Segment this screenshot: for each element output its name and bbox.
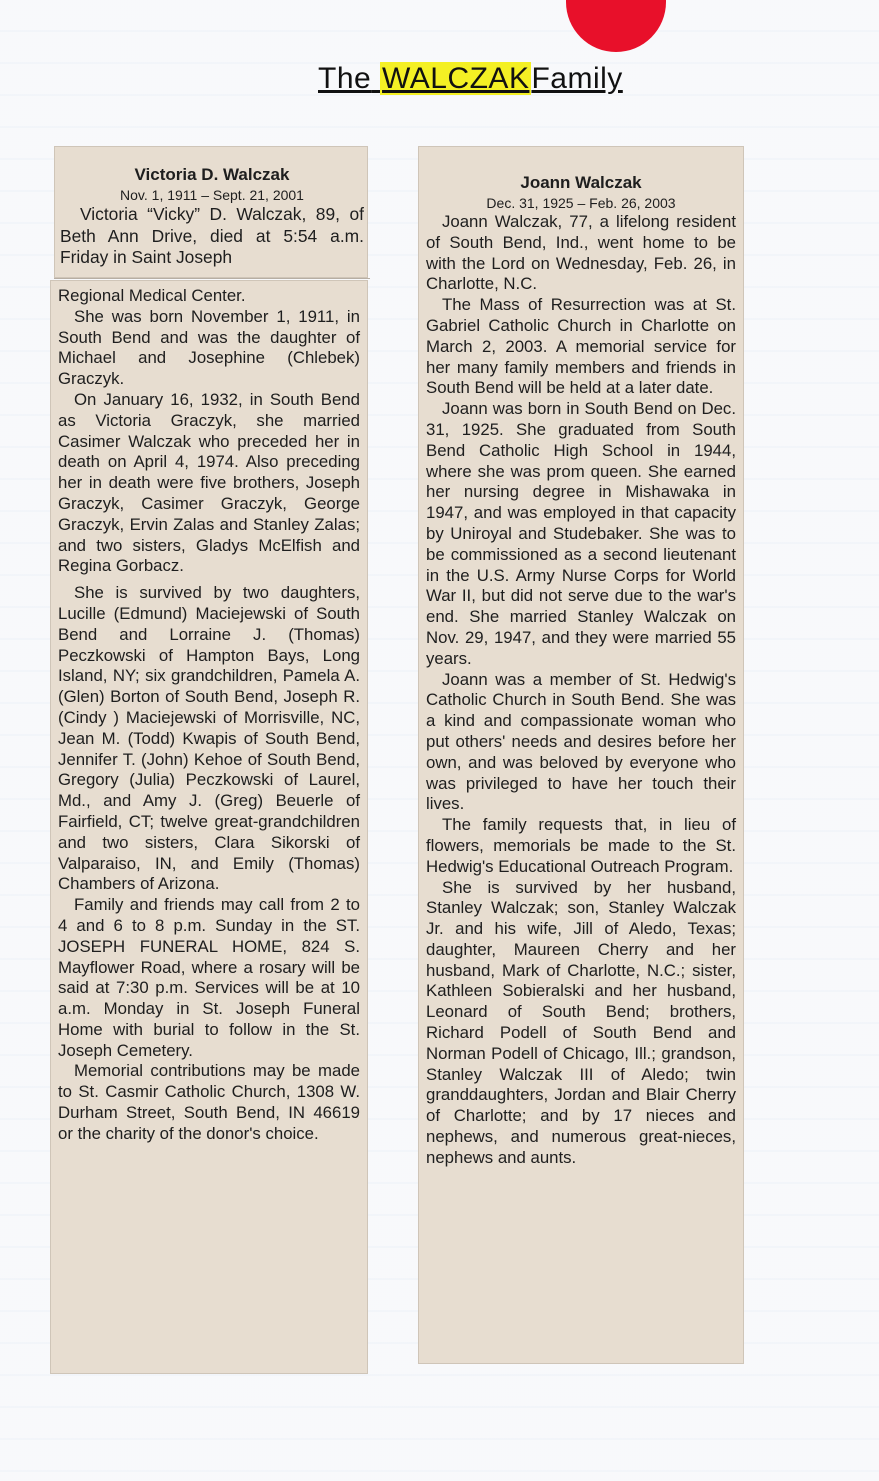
joann-para-3: Joann was born in South Bend on Dec. 31, 1925. She graduated from South Bend Catholic High School in 1944, where she was prom queen. She earned her nursing degree in Mishawaka in 1947, and was employed in that capacity by Uniroyal and Studebaker. She was to be commissioned as a second lieutenant in the U.S. Army Nurse Corps for World War II, but did not serve due to the war's end. She married Stanley Walczak on Nov. 29, 1947, and they were married 55 years. bbox=[426, 399, 736, 668]
title-prefix: The bbox=[318, 62, 372, 95]
victoria-para-6: Memorial contributions may be made to St. Casmir Catholic Church, 1308 W. Durham Street, South Bend, IN 46619 or the charity of the donor's choice. bbox=[58, 1061, 360, 1143]
joann-para-2: The Mass of Resurrection was at St. Gabriel Catholic Church in Charlotte on March 2, 2003. A memorial service for her many family members and friends in South Bend will be held at a later date. bbox=[426, 295, 736, 398]
victoria-body bbox=[58, 286, 360, 1145]
joann-para-4: Joann was a member of St. Hedwig's Catholic Church in South Bend. She was a kind and compassionate woman who put others' needs and desires before her own, and was beloved by everyone who was privileged to have her touch their lives. bbox=[426, 669, 736, 814]
victoria-para-5: Family and friends may call from 2 to 4 and 6 to 8 p.m. Sunday in the ST. JOSEPH FUNERAL HOME, 824 S. Mayflower Road, where a rosary will be said at 7:30 p.m. Services will be at 10 a.m. Monday in St. Joseph Funeral Home with burial to follow in the St. Joseph Cemetery. bbox=[58, 895, 360, 1060]
joann-dates: Dec. 31, 1925 – Feb. 26, 2003 bbox=[486, 195, 676, 211]
victoria-para-4: She is survived by two daughters, Lucille (Edmund) Maciejewski of South Bend and Lorraine J. (Thomas) Peczkowski of Hampton Bays, Long Island, NY; six grandchildren, Pamela A. (Glen) Borton of South Bend, Joseph R. (Cindy ) Maciejewski of Morrisville, NC, Jean M. (Todd) Kwapis of South Bend, Jennifer T. (John) Kehoe of South Bend, Gregory (Julia) Peczkowski of Laurel, Md., and Amy J. (Greg) Beuerle of Fairfield, CT; twelve great-grandchildren and two sisters, Clara Sikorski of Valparaiso, IN, and Emily (Thomas) Chambers of Arizona. bbox=[58, 583, 360, 894]
victoria-clip-divider bbox=[54, 278, 370, 279]
joann-para-1: Joann Walczak, 77, a lifelong resident of South Bend, Ind., went home to be with the Lord on Wednesday, Feb. 26, in Charlotte, N.C. bbox=[426, 212, 736, 294]
joann-para-5: The family requests that, in lieu of flowers, memorials be made to the St. Hedwig's Educational Outreach Program. bbox=[426, 815, 736, 876]
victoria-lead: Victoria “Vicky” D. Walczak, 89, of Beth Ann Drive, died at 5:54 a.m. Friday in Saint Joseph bbox=[60, 204, 364, 267]
victoria-header-clip bbox=[54, 146, 368, 278]
joann-name: Joann Walczak bbox=[520, 173, 642, 192]
joann-body bbox=[426, 212, 736, 1169]
victoria-name: Victoria D. Walczak bbox=[134, 165, 290, 184]
title-suffix: Family bbox=[531, 62, 623, 95]
title-highlight: WALCZAK bbox=[382, 62, 530, 95]
victoria-para-3: On January 16, 1932, in South Bend as Victoria Graczyk, she married Casimer Walczak who preceded her in death on April 4, 1974. Also preceding her in death were five brothers, Joseph Graczyk, Casimer Graczyk, George Graczyk, Ervin Zalas and Stanley Zalas; and two sisters, Gladys McElfish and Regina Gorbacz. bbox=[58, 389, 360, 576]
victoria-para-2: She was born November 1, 1911, in South Bend and was the daughter of Michael and Josephine (Chlebek) Graczyk. bbox=[58, 306, 360, 389]
page-title bbox=[318, 62, 668, 102]
victoria-dates: Nov. 1, 1911 – Sept. 21, 2001 bbox=[120, 187, 304, 203]
joann-para-6: She is survived by her husband, Stanley Walczak; son, Stanley Walczak Jr. and his wife, Jill of Aledo, Texas; daughter, Maureen Cherry and her husband, Mark of Charlotte, N.C.; sister, Kathleen Sobieralski and her husband, Leonard of South Bend; brothers, Richard Podell of South Bend and Norman Podell of Chicago, Ill.; grandson, Stanley Walczak III of Aledo; twin granddaughters, Jordan and Blair Cherry of Charlotte; and by 17 nieces and nephews, and numerous great-nieces, nephews and aunts. bbox=[426, 877, 736, 1167]
victoria-body-clip bbox=[50, 280, 368, 1374]
victoria-para-1: Regional Medical Center. bbox=[58, 286, 246, 305]
joann-clip bbox=[418, 146, 744, 1364]
